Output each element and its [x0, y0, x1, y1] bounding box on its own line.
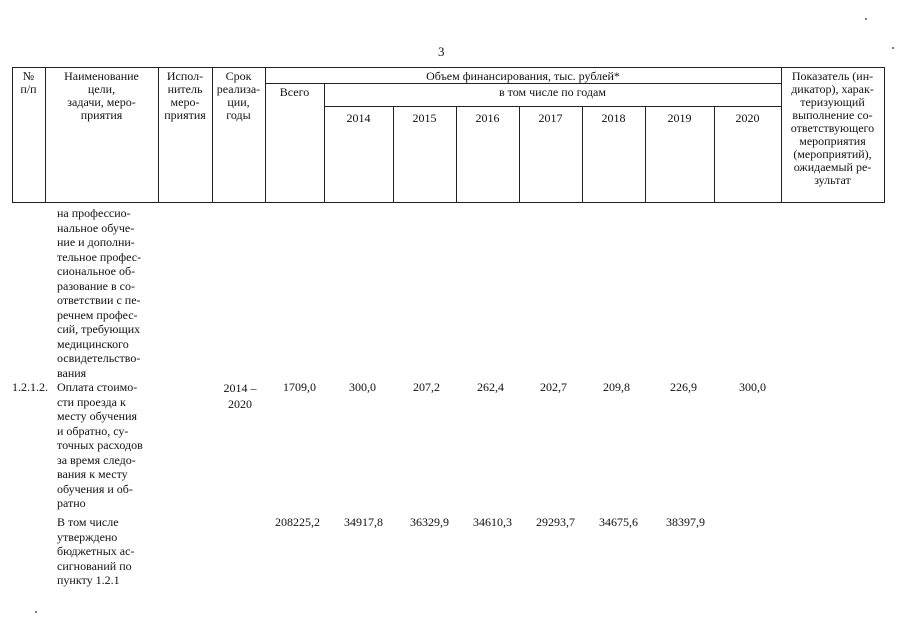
- row-value-2016: 262,4: [477, 380, 504, 394]
- page-number: 3: [438, 44, 445, 59]
- header-total: Всего: [279, 85, 310, 99]
- row-term: 2014 – 2020: [223, 381, 257, 411]
- header-col-indicator: Показатель (ин- дикатор), харак- теризующий выполнение со- ответствующего мероприятия (мероприятий), ожидаемый ре- зультат: [790, 69, 875, 187]
- header-year-2015: 2015: [412, 111, 437, 125]
- header-by-years: в том числе по годам: [499, 85, 606, 99]
- row-total: 208225,2: [275, 515, 320, 529]
- row-value-2019: 38397,9: [666, 515, 705, 529]
- row-name: Оплата стоимо- сти проезда к месту обучения и обратно, су- точных расходов за время следо- вания к месту обучения и об- ратно: [57, 380, 143, 510]
- row-value-2017: 29293,7: [536, 515, 575, 529]
- scan-speck: [892, 47, 894, 49]
- row-value-2018: 34675,6: [599, 515, 638, 529]
- row-value-2019: 226,9: [670, 380, 697, 394]
- header-year-2016: 2016: [475, 111, 500, 125]
- header-year-2020: 2020: [735, 111, 760, 125]
- row-value-2018: 209,8: [603, 380, 630, 394]
- scan-speck: [35, 611, 37, 613]
- scan-speck: [865, 18, 867, 20]
- header-year-2019: 2019: [667, 111, 692, 125]
- row-value-2015: 36329,9: [410, 515, 449, 529]
- row-value-2016: 34610,3: [473, 515, 512, 529]
- header-col-number: № п/п: [20, 69, 37, 96]
- header-col-executor: Испол- нитель меро- приятия: [164, 69, 206, 122]
- row-value-2014: 34917,8: [344, 515, 383, 529]
- row-value-2020: 300,0: [739, 380, 766, 394]
- row-total: 1709,0: [283, 380, 316, 394]
- row-value-2014: 300,0: [349, 380, 376, 394]
- header-funding-title: Объем финансирования, тыс. рублей*: [426, 69, 620, 83]
- header-year-2018: 2018: [601, 111, 626, 125]
- header-col-term: Срок реализа- ции, годы: [216, 69, 261, 122]
- continuation-text: на профессио- нальное обуче- ние и дополни- тельное профес- сиональное об- разование в со- ответствии с пе- речнем профес- сий, требующих медицинского освидетельство- вания: [57, 206, 142, 380]
- header-year-2014: 2014: [346, 111, 371, 125]
- header-year-2017: 2017: [538, 111, 563, 125]
- row-number: 1.2.1.2.: [12, 380, 48, 394]
- row-value-2017: 202,7: [540, 380, 567, 394]
- row-value-2015: 207,2: [413, 380, 440, 394]
- row-name: В том числе утверждено бюджетных ас- сигнований по пункту 1.2.1: [57, 515, 135, 587]
- header-col-name: Наименование цели, задачи, меро- приятия: [64, 69, 139, 122]
